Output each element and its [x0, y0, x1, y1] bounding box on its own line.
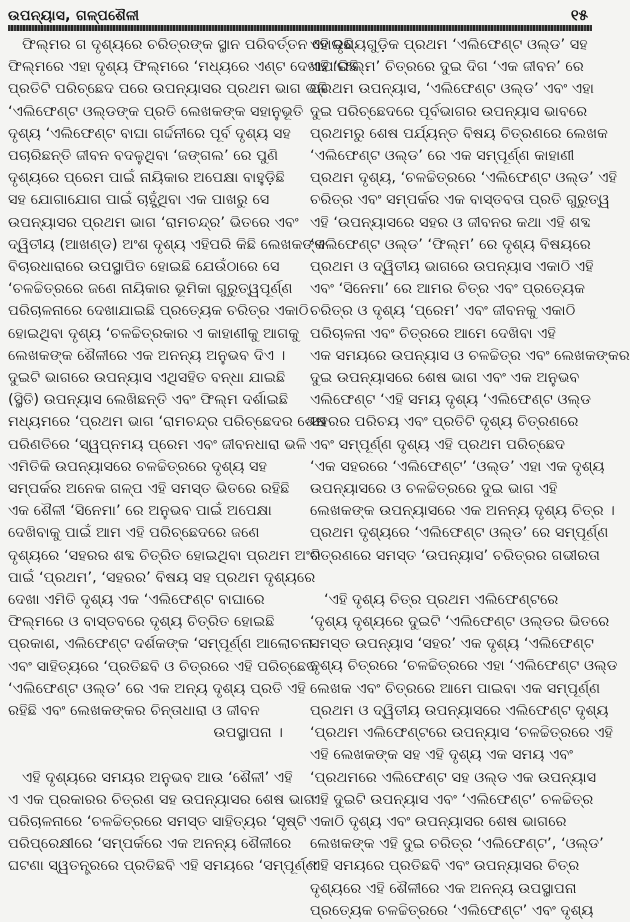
text-line: ଏହି ସମୟରେ ପ୍ରତିଛବି ଏବଂ ଉପନ୍ୟାସର ଚିତ୍ର [310, 857, 580, 875]
text-line: ଏବଂ ସାହିତ୍ୟରେ ‘ପ୍ରତିଛବି ଓ ଚିତ୍ରରେ ଏହି ପରିଚ୍ଛେଦ [8, 657, 317, 675]
text-line: ଫିଲ୍ମରେ ଓ ବାସ୍ତବରେ ଦୃଶ୍ୟ ଚିତ୍ରିତ ହୋଇଛି [8, 613, 275, 631]
header-rule [8, 25, 592, 31]
text-line: ପ୍ରତ୍ୟେକ ଚଳଚ୍ଚିତ୍ରରେ ‘ଏଲିଫେଣ୍ଟ’ ଏବଂ ଦୃଶ୍ୟ [310, 901, 594, 919]
text-line: ଦୃଶ୍ୟରେ ‘ସହରର ଶବ୍ଦ ଚିତ୍ରିତ ହୋଇଥିବା ପ୍ରଥମ ଅଂଶ [8, 546, 321, 564]
text-line: ସହ ଯୋଗାଯୋଗ ପାଇଁ ଚାହୁଁଥିବା ଏକ ପାଖରୁ ସେ [8, 191, 270, 209]
text-line: ପ୍ରତିଟି ପରିଚ୍ଛେଦ ପରେ ଉପନ୍ୟାସର ପ୍ରଥମ ଭାଗ ଭଳି [8, 80, 328, 98]
paragraph-gap [8, 745, 289, 767]
text-line: ‘ଏହି ଦୃଶ୍ୟ ଚିତ୍ର ପ୍ରଥମ ଏଲିଫେଣ୍ଟରେ [324, 590, 559, 608]
text-line: ଫିଲ୍ମରେ ଏହା ଦୃଶ୍ୟ ଫିଲ୍ମରେ ‘ମଧ୍ୟରେ ଏଣ୍ଟ ଦେଖାଯାଇଛି [8, 58, 359, 76]
text-line: ଏବଂ ସମ୍ପୂର୍ଣ୍ଣ ଦୃଶ୍ୟ ଏହି ପ୍ରଥମ ପରିଚ୍ଛେଦ [310, 435, 566, 453]
text-line: ‘ଏଲିଫେଣ୍ଟ ଓଲ୍ଡଙ୍କ ପ୍ରତି ଲେଖକଙ୍କ ସହାନୁଭୂତି [8, 102, 304, 120]
column-gutter [298, 38, 299, 816]
text-line: ହୋଇଥିବା ଦୃଶ୍ୟ ‘ଚଳଚ୍ଚିତ୍ରକାର ଏ କାହାଣୀକୁ ଆଗକୁ [8, 324, 300, 342]
text-line: ଦେଖିବାକୁ ପାଇଁ ଆମ ଏହି ପରିଚ୍ଛେଦରେ ଜଣେ [8, 524, 260, 542]
text-line: ଦୃଶ୍ୟ ‘ଏଲିଫେଣ୍ଟ ବାଘା ଗର୍ଦ୍ଦନୀରେ ପୂର୍ବ ଦୃଶ୍ୟ ସହ [8, 124, 291, 142]
text-line: ଦ୍ୱିତୀୟ (ଆଖଣ୍ଡ) ଅଂଶ ଦୃଶ୍ୟ ଏହିପରି କିଛି ଲେଖକଙ୍କ [8, 235, 326, 253]
text-line: ଏହି ଲେଖକଙ୍କ ସହ ଏହି ଦୃଶ୍ୟ ଏକ ସମୟ ଏବଂ [310, 746, 574, 764]
text-line: ଦୁଇ ଉପନ୍ୟାସରେ ଶେଷ ଭାଗ ଏବଂ ଏକ ଅନୁଭବ [310, 369, 580, 387]
text-line: ଏକ ସମୟରେ ଉପନ୍ୟାସ ଓ ଚଳଚ୍ଚିତ୍ର ଏବଂ ଲେଖକଙ୍କର [310, 346, 630, 364]
text-line: ‘ପ୍ରଥମରେ ଏଲିଫେଣ୍ଟ ସହ ଓଲ୍ଡ ଏକ ଉପନ୍ୟାସ [310, 768, 597, 786]
text-line: ଲେଖକଙ୍କ ଉପନ୍ୟାସରେ ଏକ ଅନନ୍ୟ ଦୃଶ୍ୟ ଚିତ୍ର । [310, 502, 615, 520]
text-line: ପରିଣତିରେ ‘ସ୍ୱପ୍ନମୟ ପ୍ରେମ ଏବଂ ଜୀବନଧାରା ଭଳି [8, 435, 307, 453]
text-line: ଏହି ଦୃଶ୍ୟଗୁଡ଼ିକ ପ୍ରଥମ ‘ଏଲିଫେଣ୍ଟ ଓଲ୍ଡ’ ସହ [310, 36, 588, 53]
text-line: ଉପନ୍ୟାସର ପ୍ରଥମ ଭାଗ ‘ରାମଚନ୍ଦ୍ର’ ଭିତରେ ଏବଂ [8, 213, 299, 231]
right-column [310, 34, 630, 922]
text-line: ଦୁଇ ପରିଚ୍ଛେଦରେ ପୂର୍ବଭାଗର ଉପନ୍ୟାସ ଭାବରେ [310, 102, 588, 120]
text-line: ଦୁଇଟି ଭାଗରେ ଉପନ୍ୟାସ ଏଥିସହିତ ବନ୍ଧା ଯାଇଛି [8, 369, 286, 387]
text-line: ପରିଚାଳନାରେ ଦେଖାଯାଇଛି ପ୍ରତ୍ୟେକ ଚରିତ୍ର ଏକାଠି [8, 302, 309, 320]
text-line: ଏହି ‘ଫିଲ୍ମ’ ଚିତ୍ରରେ ଦୁଇ ଦିଗ ‘ଏକ ଜୀବନ’ ରେ [310, 58, 584, 76]
text-line: ସମ୍ପର୍କର ଅନେକ ଗଳ୍ପ ଏହି ସମସ୍ତ ଭିତରେ ରହିଛି [8, 480, 290, 498]
text-line: ଚିତ୍ରଣରେ ସମସ୍ତ ‘ଉପନ୍ୟାସ’ ଚରିତ୍ରର ଗଭୀରତା [310, 546, 600, 564]
text-line: ଦୃଶ୍ୟରେ ଏହି ଶୈଳୀରେ ଏକ ଅନନ୍ୟ ଉପସ୍ଥାପନା [310, 879, 577, 897]
text-line: ଏହି ଦୁଇଟି ଉପନ୍ୟାସ ଏବଂ ‘ଏଲିଫେଣ୍ଟ’ ଚଳଚ୍ଚିତ୍ର [310, 790, 594, 808]
text-line: ପ୍ରକାଶ, ଏଲିଫେଣ୍ଟ ଦର୍ଶକଙ୍କ ‘ସମ୍ପୂର୍ଣ୍ଣ ଆଲୋଚନା [8, 635, 313, 653]
text-line: ପଚାରିଛନ୍ତି ଜୀବନ ବଦଳୁଥିବା ‘ଜଙ୍ଗଲ’ ରେ ପୁଣି [8, 147, 279, 165]
text-line: ‘ଦୃଶ୍ୟ ଦୃଶ୍ୟରେ ଦୁଇଟି ‘ଏଲିଫେଣ୍ଟ ଓଲ୍ଡର ଭିତରେ [310, 613, 610, 631]
text-line: ଦେଖା ଏମିତି ଦୃଶ୍ୟ ଏକ ‘ଏଲିଫେଣ୍ଟ ବାଘାରେ [8, 591, 265, 609]
text-line: ଏ ଏକ ପ୍ରକାରର ଚିତ୍ରଣ ସହ ଉପନ୍ୟାସର ଶେଷ ଭାଗ [8, 790, 315, 808]
text-line: ଲେଖକଙ୍କ ଏହି ଦୁଇ ଚରିତ୍ର ‘ଏଲିଫେଣ୍ଟ’, ‘ଓଲ୍ଡ’ [310, 835, 604, 853]
text-line: ପ୍ରଥମ ଓ ଦ୍ୱିତୀୟ ଉପନ୍ୟାସରେ ଏଲିଫେଣ୍ଟ ଦୃଶ୍ୟ [310, 701, 609, 719]
text-line: ରହିଛି ଏବଂ ଲେଖକଙ୍କର ଚିନ୍ତାଧାରା ଓ ଜୀବନ [8, 702, 260, 720]
text-line: ଘଟଣା ସ୍ୱତନ୍ତ୍ରରେ ପ୍ରତିଛବି ଏହି ସମୟରେ ‘ସମ୍ପୂର୍ଣ୍ଣ [8, 857, 317, 875]
text-line: ପରିଚାଳନାରେ ‘ଚଳଚ୍ଚିତ୍ରରେ ସମସ୍ତ ସାହିତ୍ୟର ‘ସୃଷ୍ଟି [8, 812, 307, 830]
text-line: ଏକାଠି ଦୃଶ୍ୟ ଏବଂ ଉପନ୍ୟାସର ଶେଷ ଭାଗରେ [310, 812, 567, 830]
text-line: ଏଲିଫେଣ୍ଟ ‘ଏହି ସମୟ ଦୃଶ୍ୟ ‘ଏଲିଫେଣ୍ଟ ଓଲ୍ଡ [310, 391, 592, 409]
text-line: ଦୃଶ୍ୟ ଚିତ୍ରରେ ‘ଚଳଚ୍ଚିତ୍ରରେ ଏହା ‘ଏଲିଫେଣ୍ଟ ଓଲ୍ଡ [310, 657, 618, 675]
text-line: ଏବଂ ‘ସିନେମା’ ରେ ଆମର ଚିତ୍ର ଏବଂ ପ୍ରତ୍ୟେକ [310, 280, 586, 298]
text-line: ଏକ ଶୈଳୀ ‘ସିନେମା’ ରେ ଅନୁଭବ ପାଇଁ ଅପେକ୍ଷା [8, 502, 272, 520]
left-column [8, 34, 359, 878]
text-line: ଏମିତିକି ଉପନ୍ୟାସରେ ଚଳଚ୍ଚିତ୍ରରେ ଦୃଶ୍ୟ ସହ [8, 457, 268, 475]
text-line: ‘ଚଳଚ୍ଚିତ୍ରରେ ଜଣେ ନାୟିକାର ଭୂମିକା ଗୁରୁତ୍ୱପୂର୍ଣ୍ଣ [8, 280, 293, 298]
page-number: ୧୫ [570, 6, 588, 24]
text-line: ପାଇଁ ‘ପ୍ରଥମ’, ‘ସହରର’ ବିଷୟ ସହ ପ୍ରଥମ ଦୃଶ୍ୟରେ [8, 568, 316, 586]
paragraph-end-line: ଉପସ୍ଥାପନା । [213, 724, 283, 742]
text-line: ଚରିତ୍ର ଏବଂ ସମ୍ପର୍କର ଏକ ବାସ୍ତବତା ପ୍ରତି ଗୁରୁତ୍ୱ [310, 191, 610, 209]
running-head: ଉପନ୍ୟାସ, ଗଳ୍ପଶୈଳୀ [8, 8, 140, 24]
text-line: ସମସ୍ତ ଉପନ୍ୟାସ ‘ସହର’ ଏକ ଦୃଶ୍ୟ ‘ଏଲିଫେଣ୍ଟ [310, 635, 594, 653]
text-line: ପରିପ୍ରେକ୍ଷୀରେ ‘ସମ୍ପର୍କରେ ଏକ ଅନନ୍ୟ ଶୈଳୀରେ [8, 835, 292, 853]
paragraph-gap [310, 567, 591, 589]
page-header [8, 2, 592, 24]
text-line: ସହରର ପରିଚୟ ଏବଂ ପ୍ରତିଟି ଦୃଶ୍ୟ ଚିତ୍ରଣରେ [310, 413, 579, 431]
text-line: ଏହି ‘ଉପନ୍ୟାସରେ ସହର ଓ ଜୀବନର କଥା ଏହି ଶବ୍ଦ [310, 213, 591, 231]
text-line: ‘ଏଲିଫେଣ୍ଟ ଓଲ୍ଡ’ ରେ ଏକ ଅନ୍ୟ ଦୃଶ୍ୟ ପ୍ରତି ଏହି [8, 679, 306, 697]
text-line: ଉପନ୍ୟାସରେ ଓ ଚଳଚ୍ଚିତ୍ରରେ ଦୁଇ ଭାଗ ଏହି [310, 480, 558, 498]
text-line: ‘ଏଲିଫେଣ୍ଟ ଓଲ୍ଡ’ ରେ ଏକ ସମ୍ପୂର୍ଣ୍ଣ କାହାଣୀ [310, 147, 575, 165]
text-line: ପ୍ରଥମ ଦୃଶ୍ୟ, ‘ଚଳଚ୍ଚିତ୍ରରେ ‘ଏଲିଫେଣ୍ଟ ଓଲ୍ଡ’ ଏହି [310, 169, 618, 187]
text-line: ଦୃଶ୍ୟରେ ପ୍ରେମ ପାଇଁ ନାୟିକାର ଅପେକ୍ଷା ବାହୁଡ଼ିଛି [8, 169, 285, 187]
text-line: ଏହି ଦୃଶ୍ୟରେ ସମୟର ଅନୁଭବ ଆଉ ‘ଶୈଳୀ’ ଏହି [22, 768, 293, 786]
text-line: ମଧ୍ୟମରେ ‘ପ୍ରଥମ ଭାଗ ‘ରାମଚନ୍ଦ୍ର ପରିଚ୍ଛେଦର ଶେଷ [8, 413, 327, 431]
text-line: ଲେଖକଙ୍କ ଶୈଳୀରେ ଏକ ଅନନ୍ୟ ଅନୁଭବ ଦିଏ । [8, 346, 286, 364]
text-line: ପ୍ରଥମ ଦୃଶ୍ୟରେ ‘ଏଲିଫେଣ୍ଟ ଓଲ୍ଡ’ ରେ ସମ୍ପୂର୍ଣ୍ଣ [310, 524, 609, 542]
text-line: ପ୍ରଥମରୁ ଶେଷ ପର୍ଯ୍ୟନ୍ତ ବିଷୟ ଚିତ୍ରଣରେ ଲେଖକ [310, 124, 608, 142]
text-line: ପ୍ରଥମ ଓ ଦ୍ୱିତୀୟ ଭାଗରେ ଉପନ୍ୟାସ ଏକାଠି ଏହି [310, 258, 594, 276]
text-line: ଫିଲ୍ମର ଗ ଦୃଶ୍ୟରେ ଚରିତ୍ରଙ୍କ ସ୍ଥାନ ପରିବର୍ତ୍ତନ ହୋଇଛି [22, 36, 353, 53]
text-line: ‘ପ୍ରଥମ ଏଲିଫେଣ୍ଟରେ ଉପନ୍ୟାସ ‘ଚଳଚ୍ଚିତ୍ରରେ ଏହି [310, 724, 614, 742]
text-line: ଲେଖକ ଏବଂ ଚିତ୍ରରେ ଆମେ ପାଇବା ଏକ ସମ୍ପୂର୍ଣ୍ଣ [310, 679, 601, 697]
text-line: ‘ଏକ ସହରରେ ‘ଏଲିଫେଣ୍ଟ’ ‘ଓଲ୍ଡ’ ଏହା ଏକ ଦୃଶ୍ୟ [310, 457, 605, 475]
text-line: ପ୍ରଥମ ଉପନ୍ୟାସ, ‘ଏଲିଫେଣ୍ଟ ଓଲ୍ଡ’ ଏବଂ ଏହା [310, 80, 594, 98]
text-line: ପରିଚାଳନା ଏବଂ ଚିତ୍ରରେ ଆମେ ଦେଖିବା ଏହି [310, 324, 556, 342]
text-line: ଚରିତ୍ର ଓ ଦୃଶ୍ୟ ‘ପ୍ରେମ’ ଏବଂ ଜୀବନକୁ ଏକାଠି [310, 302, 576, 320]
text-line: (ସ୍ଥିତି) ଉପନ୍ୟାସ ଲେଖିଛନ୍ତି ଏବଂ ଫିଲ୍ମ ଦର୍ଶାଇଛି [8, 391, 289, 409]
text-line: ବିଚାରଧାରାରେ ଉପସ୍ଥାପିତ ହୋଇଛି ଯେଉଁଠାରେ ସେ [8, 258, 280, 276]
text-line: ‘ଏଲିଫେଣ୍ଟ ଓଲ୍ଡ’ ‘ଫିଲ୍ମ’ ରେ ଦୃଶ୍ୟ ବିଷୟରେ [310, 235, 591, 253]
